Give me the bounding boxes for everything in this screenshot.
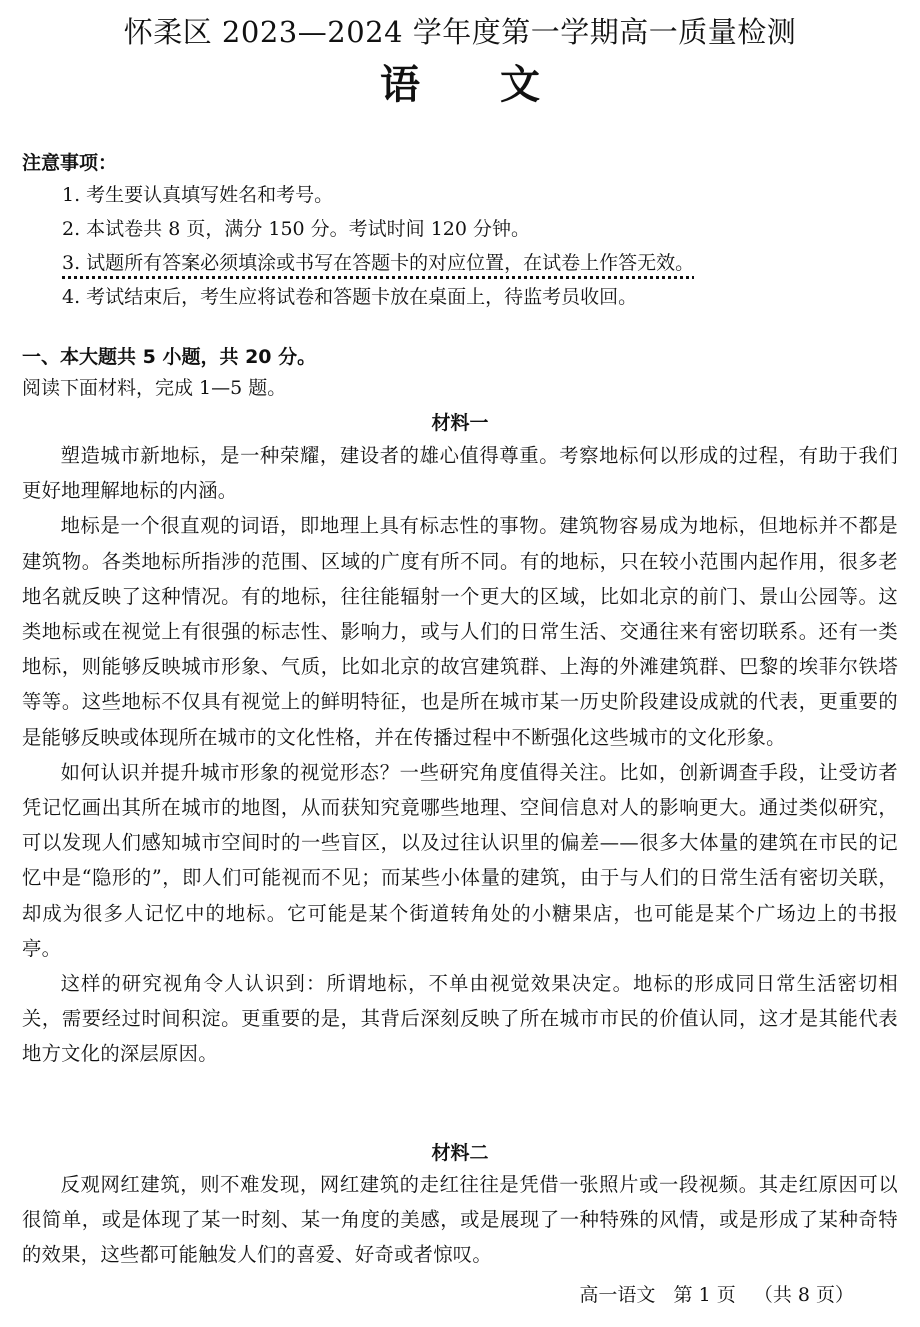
note-item: 1. 考生要认真填写姓名和考号。: [62, 184, 334, 206]
emphasized-note: 3. 试题所有答案必须填涂或书写在答题卡的对应位置，在试卷上作答无效。: [62, 252, 695, 274]
notes-list: [62, 178, 694, 314]
paragraph: 塑造城市新地标，是一种荣耀，建设者的雄心值得尊重。考察地标何以形成的过程，有助于我们更好地理解地标的内涵。: [22, 444, 898, 503]
material-two-body: [22, 1167, 898, 1273]
subject-char-1: 语: [380, 62, 420, 108]
section-heading: 一、本大题共 5 小题，共 20 分。: [22, 346, 317, 368]
note-item: 4. 考试结束后，考生应将试卷和答题卡放在桌面上，待监考员收回。: [62, 286, 638, 308]
page-footer: 高一语文 第 1 页 （共 8 页）: [579, 1284, 854, 1306]
subject-title: [0, 60, 920, 110]
subject-char-2: 文: [500, 62, 540, 108]
paragraph: 地标是一个很直观的词语，即地理上具有标志性的事物。建筑物容易成为地标，但地标并不都是建筑物。各类地标所指涉的范围、区域的广度有所不同。有的地标，只在较小范围内起作用，很多老地名就反映了这种情况。有的地标，往往能辐射一个更大的区域，比如北京的前门、景山公园等。这类地标或在视觉上有很强的标志性、影响力，或与人们的日常生活、交通往来有密切联系。还有一类地标，则能够反映城市形象、气质，比如北京的故宫建筑群、上海的外滩建筑群、巴黎的埃菲尔铁塔等等。这些地标不仅具有视觉上的鲜明特征，也是所在城市某一历史阶段建设成就的代表，更重要的是能够反映或体现所在城市的文化性格，并在传播过程中不断强化这些城市的文化形象。: [22, 514, 898, 749]
section-instruction: 阅读下面材料，完成 1—5 题。: [22, 377, 287, 399]
exam-title: 怀柔区 2023—2024 学年度第一学期高一质量检测: [123, 15, 797, 49]
paragraph: 这样的研究视角令人认识到：所谓地标，不单由视觉效果决定。地标的形成同日常生活密切相关，需要经过时间积淀。更重要的是，其背后深刻反映了所在城市市民的价值认同，这才是其能代表地方文化的深层原因。: [22, 972, 898, 1066]
paragraph: 反观网红建筑，则不难发现，网红建筑的走红往往是凭借一张照片或一段视频。其走红原因可以很简单，或是体现了某一时刻、某一角度的美感，或是展现了一种特殊的风情，或是形成了某种奇特的效果，这些都可能触发人们的喜爱、好奇或者惊叹。: [22, 1173, 898, 1267]
notes-heading: 注意事项：: [22, 152, 118, 174]
paragraph: 如何认识并提升城市形象的视觉形态？一些研究角度值得关注。比如，创新调查手段，让受访者凭记忆画出其所在城市的地图，从而获知究竟哪些地理、空间信息对人的影响更大。通过类似研究，可以发现人们感知城市空间时的一些盲区，以及过往认识里的偏差——很多大体量的建筑在市民的记忆中是“隐形的”，即人们可能视而不见；而某些小体量的建筑，由于与人们的日常生活有密切关联，却成为很多人记忆中的地标。它可能是某个街道转角处的小糖果店，也可能是某个广场边上的书报亭。: [22, 760, 898, 960]
note-item: 2. 本试卷共 8 页，满分 150 分。考试时间 120 分钟。: [62, 218, 531, 240]
note-item: [62, 246, 694, 280]
material-one-title: 材料一: [431, 412, 489, 434]
material-one-body: [22, 438, 898, 1072]
material-two-title: 材料二: [431, 1142, 489, 1164]
